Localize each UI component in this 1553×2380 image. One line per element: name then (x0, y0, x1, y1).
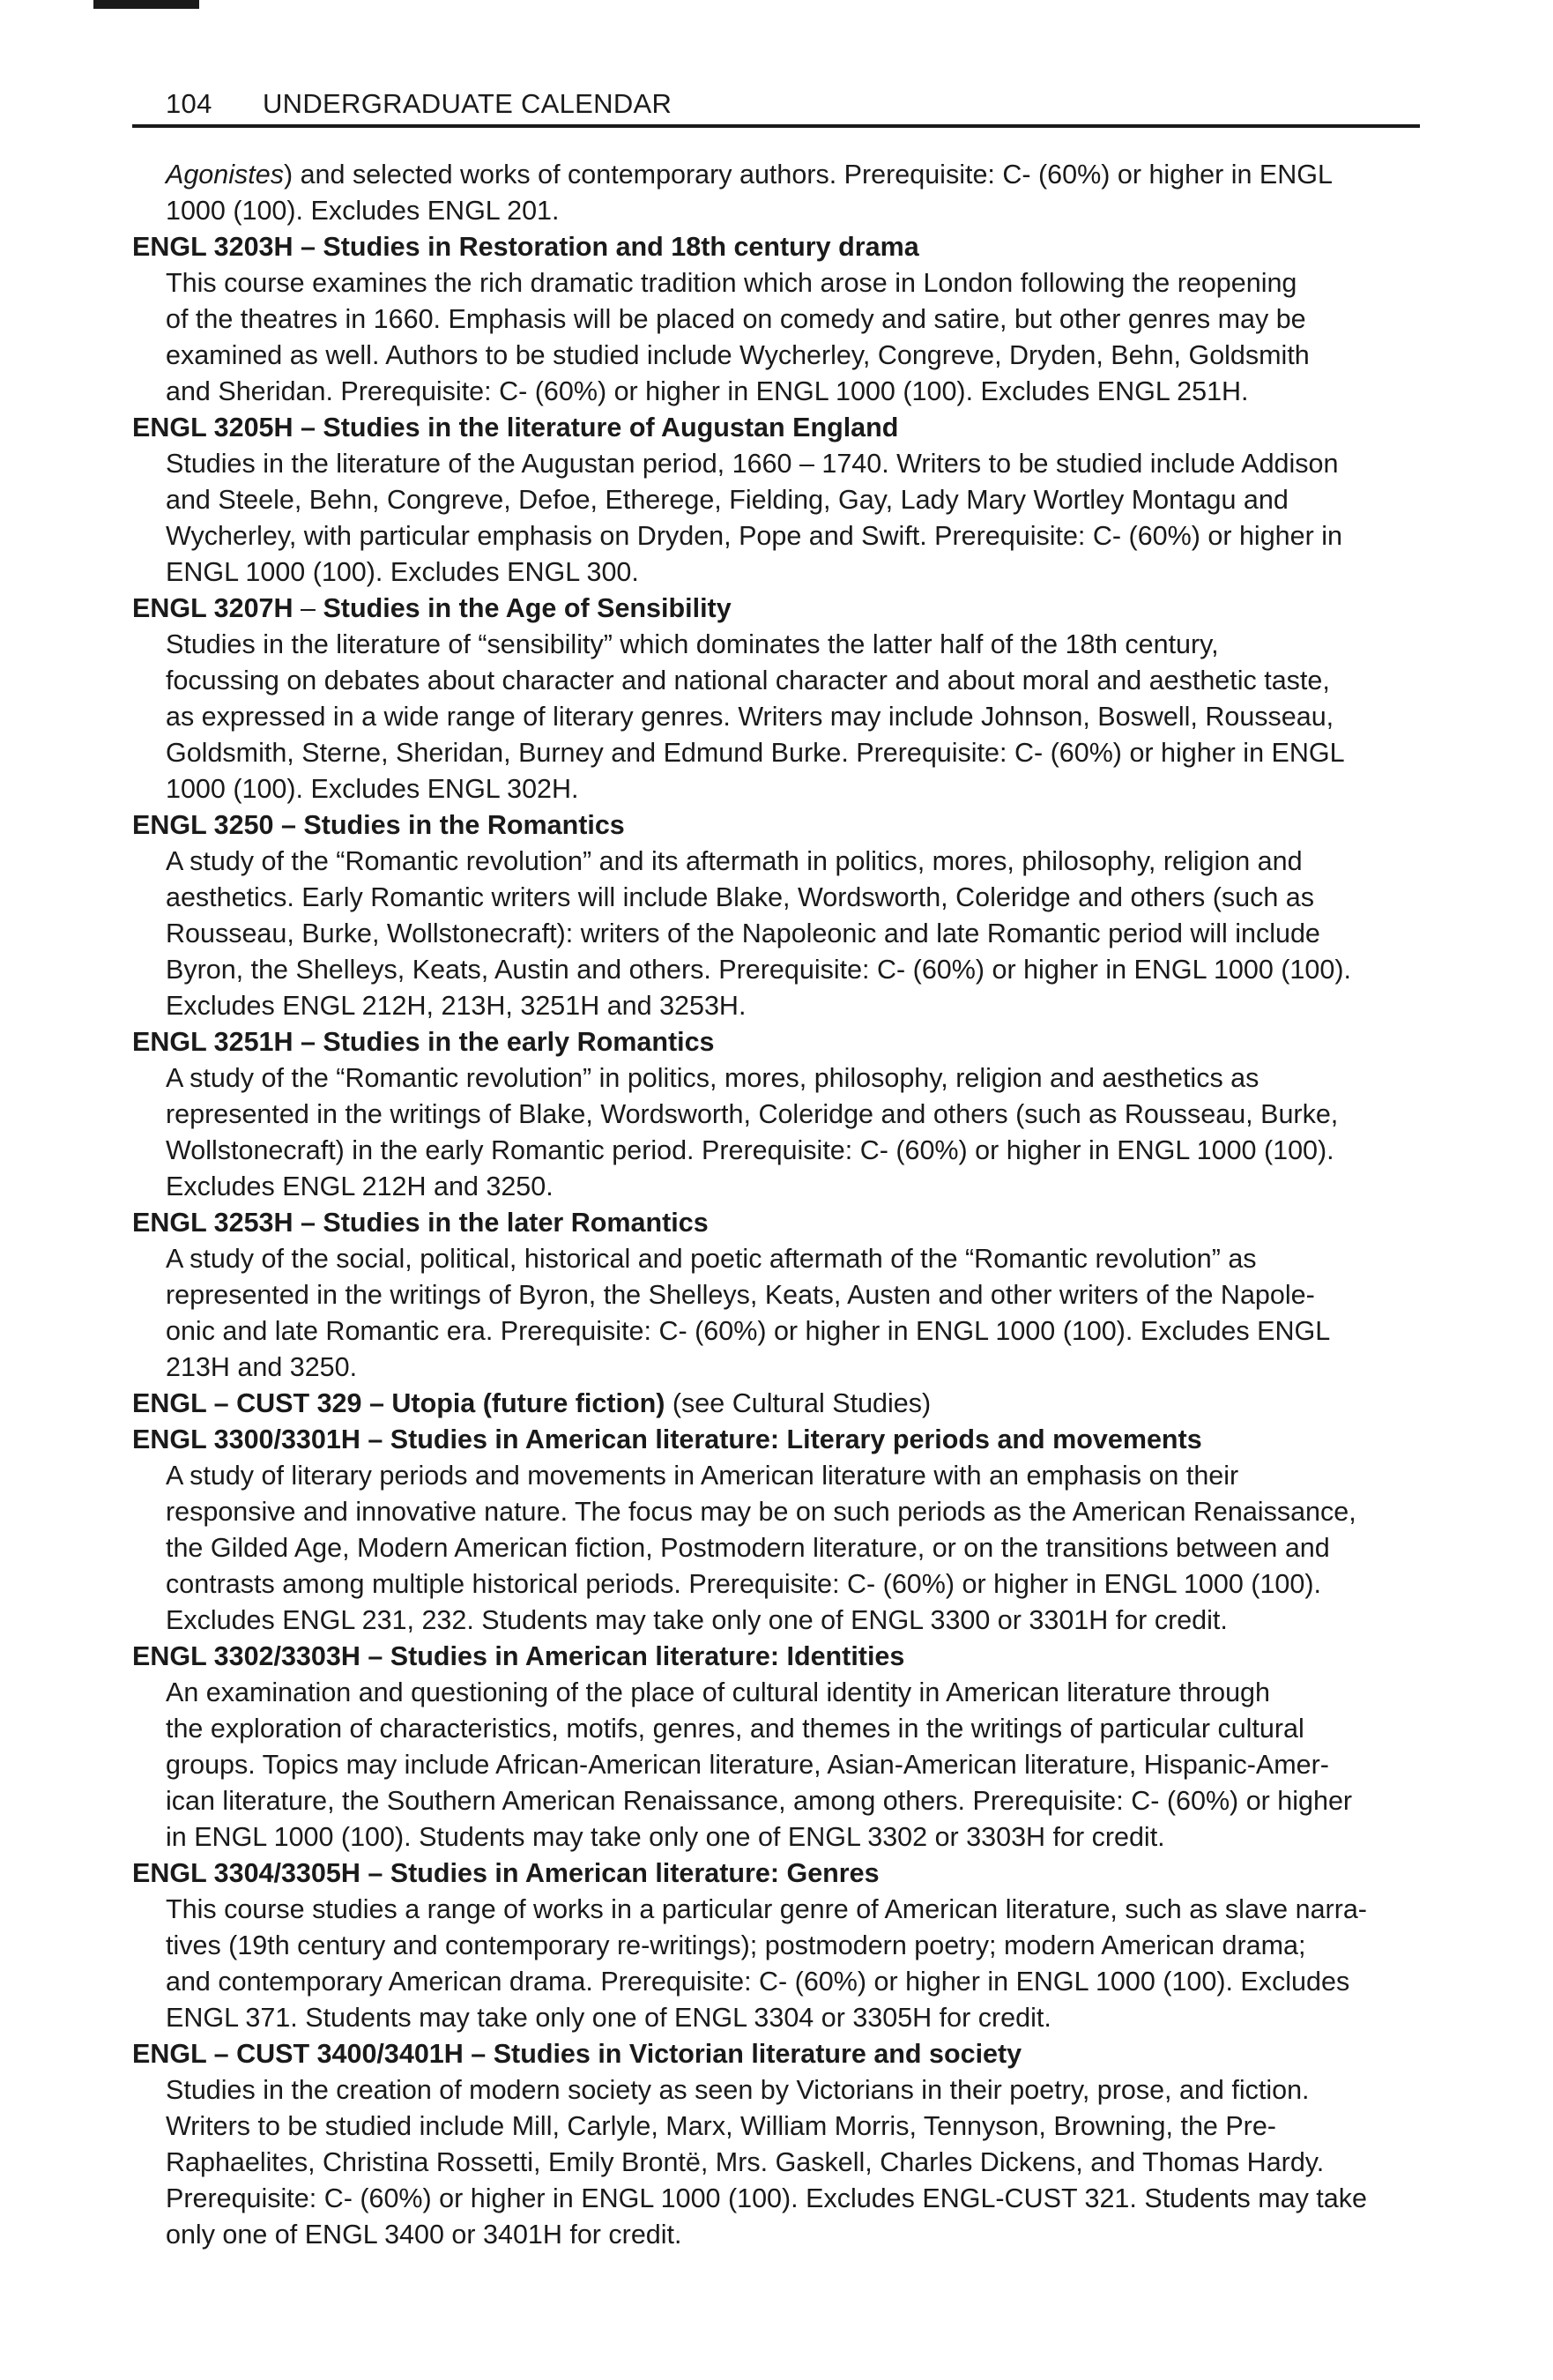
description-line: aesthetics. Early Romantic writers will include Blake, Wordsworth, Coleridge and others (such as (166, 882, 1314, 912)
description-line: of the theatres in 1660. Emphasis will be placed on comedy and satire, but other genres may be (166, 304, 1306, 334)
description-line: An examination and questioning of the place of cultural identity in American literature through (166, 1677, 1270, 1707)
title-dash: – (293, 593, 323, 623)
course-title: ENGL 3205H – Studies in the literature of Augustan England (132, 413, 899, 443)
description-line: Rousseau, Burke, Wollstonecraft): writers of the Napoleonic and late Romantic period will include (166, 919, 1320, 948)
description-line: Prerequisite: C- (60%) or higher in ENGL 1000 (100). Excludes ENGL-CUST 321. Students may take (166, 2183, 1367, 2213)
course-description (132, 446, 1428, 591)
description-line: A study of literary periods and movements in American literature with an emphasis on their (166, 1461, 1239, 1491)
continuation-line (132, 157, 1428, 193)
course-entry (132, 1205, 1428, 1386)
description-line: Byron, the Shelleys, Keats, Austin and others. Prerequisite: C- (60%) or higher in ENGL 1000 (100). (166, 955, 1351, 985)
continuation-line: 1000 (100). Excludes ENGL 201. (166, 196, 560, 226)
course-title: ENGL 3251H – Studies in the early Romantics (132, 1027, 715, 1057)
course-title: ENGL 3304/3305H – Studies in American literature: Genres (132, 1858, 880, 1888)
description-line: represented in the writings of Blake, Wordsworth, Coleridge and others (such as Rousseau, Burke, (166, 1099, 1339, 1129)
description-line: Wycherley, with particular emphasis on Dryden, Pope and Swift. Prerequisite: C- (60%) or higher in (166, 521, 1342, 551)
course-entry (132, 410, 1428, 591)
course-entry (132, 1386, 1428, 1422)
course-title (132, 591, 1428, 627)
course-entry (132, 1422, 1428, 1639)
course-description (132, 265, 1428, 410)
description-line: A study of the “Romantic revolution” in politics, mores, philosophy, religion and aesthetics as (166, 1063, 1259, 1093)
description-line: responsive and innovative nature. The focus may be on such periods as the American Renaissance, (166, 1497, 1356, 1527)
description-line: the Gilded Age, Modern American fiction, Postmodern literature, or on the transitions between and (166, 1533, 1330, 1563)
description-line: ican literature, the Southern American Renaissance, among others. Prerequisite: C- (60%) or higher (166, 1786, 1353, 1816)
course-description (132, 844, 1428, 1024)
description-line: groups. Topics may include African-American literature, Asian-American literature, Hispanic-Amer- (166, 1750, 1329, 1780)
course-title: ENGL 3203H – Studies in Restoration and 18th century drama (132, 232, 919, 262)
course-entry (132, 807, 1428, 1024)
course-title: ENGL 3250 – Studies in the Romantics (132, 810, 625, 840)
course-description (132, 1675, 1428, 1856)
description-line: Excludes ENGL 231, 232. Students may take only one of ENGL 3300 or 3301H for credit. (166, 1605, 1228, 1635)
description-line: Goldsmith, Sterne, Sheridan, Burney and Edmund Burke. Prerequisite: C- (60%) or higher in ENGL (166, 738, 1345, 768)
description-line: focussing on debates about character and national character and about moral and aesthetic taste, (166, 666, 1330, 695)
description-line: and contemporary American drama. Prerequisite: C- (60%) or higher in ENGL 1000 (100). Excludes (166, 1967, 1350, 1997)
description-line: onic and late Romantic era. Prerequisite: C- (60%) or higher in ENGL 1000 (100). Excludes ENGL (166, 1316, 1331, 1346)
description-line: 1000 (100). Excludes ENGL 302H. (166, 774, 579, 804)
description-line: Studies in the literature of the Augustan period, 1660 – 1740. Writers to be studied include Addison (166, 449, 1339, 479)
italic-title-fragment: Agonistes (166, 160, 284, 190)
description-line: and Steele, Behn, Congreve, Defoe, Etherege, Fielding, Gay, Lady Mary Wortley Montagu and (166, 485, 1289, 515)
running-title: UNDERGRADUATE CALENDAR (263, 88, 672, 119)
course-description (132, 1060, 1428, 1205)
description-line: represented in the writings of Byron, the Shelleys, Keats, Austen and other writers of the Napole- (166, 1280, 1315, 1310)
description-line: A study of the “Romantic revolution” and its aftermath in politics, mores, philosophy, religion and (166, 846, 1303, 876)
page-header (132, 84, 1420, 128)
description-line: ENGL 1000 (100). Excludes ENGL 300. (166, 557, 639, 587)
cross-reference: (see Cultural Studies) (665, 1388, 932, 1418)
description-line: This course examines the rich dramatic tradition which arose in London following the reopening (166, 268, 1297, 298)
course-entry (132, 2036, 1428, 2253)
course-entry (132, 1024, 1428, 1205)
course-code: ENGL 3207H (132, 593, 294, 623)
description-line: Studies in the literature of “sensibility” which dominates the latter half of the 18th century, (166, 629, 1219, 659)
course-title: ENGL 3300/3301H – Studies in American literature: Literary periods and movements (132, 1424, 1202, 1454)
course-description (132, 1458, 1428, 1639)
description-line: tives (19th century and contemporary re-writings); postmodern poetry; modern American drama; (166, 1930, 1306, 1960)
page-tab-marker (93, 0, 199, 9)
description-line: as expressed in a wide range of literary genres. Writers may include Johnson, Boswell, Rousseau, (166, 702, 1334, 732)
page-number: 104 (166, 88, 212, 119)
description-line: Excludes ENGL 212H, 213H, 3251H and 3253H. (166, 991, 747, 1021)
calendar-content (132, 157, 1428, 2253)
description-line: Wollstonecraft) in the early Romantic period. Prerequisite: C- (60%) or higher in ENGL 1000 (100). (166, 1135, 1334, 1165)
course-title: ENGL 3302/3303H – Studies in American literature: Identities (132, 1641, 905, 1671)
description-line: A study of the social, political, historical and poetic aftermath of the “Romantic revolution” as (166, 1244, 1257, 1274)
description-line: and Sheridan. Prerequisite: C- (60%) or higher in ENGL 1000 (100). Excludes ENGL 251H. (166, 376, 1249, 406)
continuation-paragraph (132, 157, 1428, 229)
description-line: only one of ENGL 3400 or 3401H for credit. (166, 2220, 682, 2250)
course-description (132, 1241, 1428, 1386)
description-line: Excludes ENGL 212H and 3250. (166, 1171, 554, 1201)
description-line: examined as well. Authors to be studied include Wycherley, Congreve, Dryden, Behn, Goldsmith (166, 340, 1310, 370)
continuation-text: ) and selected works of contemporary authors. Prerequisite: C- (60%) or higher in ENGL (283, 160, 1333, 190)
course-title-text: ENGL – CUST 329 – Utopia (future fiction) (132, 1388, 665, 1418)
course-title: ENGL 3253H – Studies in the later Romantics (132, 1208, 709, 1238)
course-title: ENGL – CUST 3400/3401H – Studies in Victorian literature and society (132, 2039, 1022, 2069)
description-line: in ENGL 1000 (100). Students may take only one of ENGL 3302 or 3303H for credit. (166, 1822, 1165, 1852)
course-description (132, 2072, 1428, 2253)
course-description (132, 627, 1428, 807)
description-line: Raphaelites, Christina Rossetti, Emily Brontë, Mrs. Gaskell, Charles Dickens, and Thomas Hardy. (166, 2147, 1325, 2177)
course-title (132, 1386, 1428, 1422)
course-entry (132, 229, 1428, 410)
description-line: ENGL 371. Students may take only one of ENGL 3304 or 3305H for credit. (166, 2003, 1051, 2033)
course-entry (132, 1856, 1428, 2036)
course-description (132, 1892, 1428, 2036)
course-name: Studies in the Age of Sensibility (323, 593, 732, 623)
course-entry (132, 1639, 1428, 1856)
description-line: contrasts among multiple historical periods. Prerequisite: C- (60%) or higher in ENGL 1000 (100). (166, 1569, 1321, 1599)
description-line: Writers to be studied include Mill, Carlyle, Marx, William Morris, Tennyson, Browning, the Pre- (166, 2111, 1276, 2141)
description-line: 213H and 3250. (166, 1352, 358, 1382)
description-line: Studies in the creation of modern society as seen by Victorians in their poetry, prose, and fiction. (166, 2075, 1310, 2105)
course-entry (132, 591, 1428, 807)
description-line: the exploration of characteristics, motifs, genres, and themes in the writings of particular cultural (166, 1714, 1304, 1744)
description-line: This course studies a range of works in a particular genre of American literature, such as slave narra- (166, 1894, 1367, 1924)
